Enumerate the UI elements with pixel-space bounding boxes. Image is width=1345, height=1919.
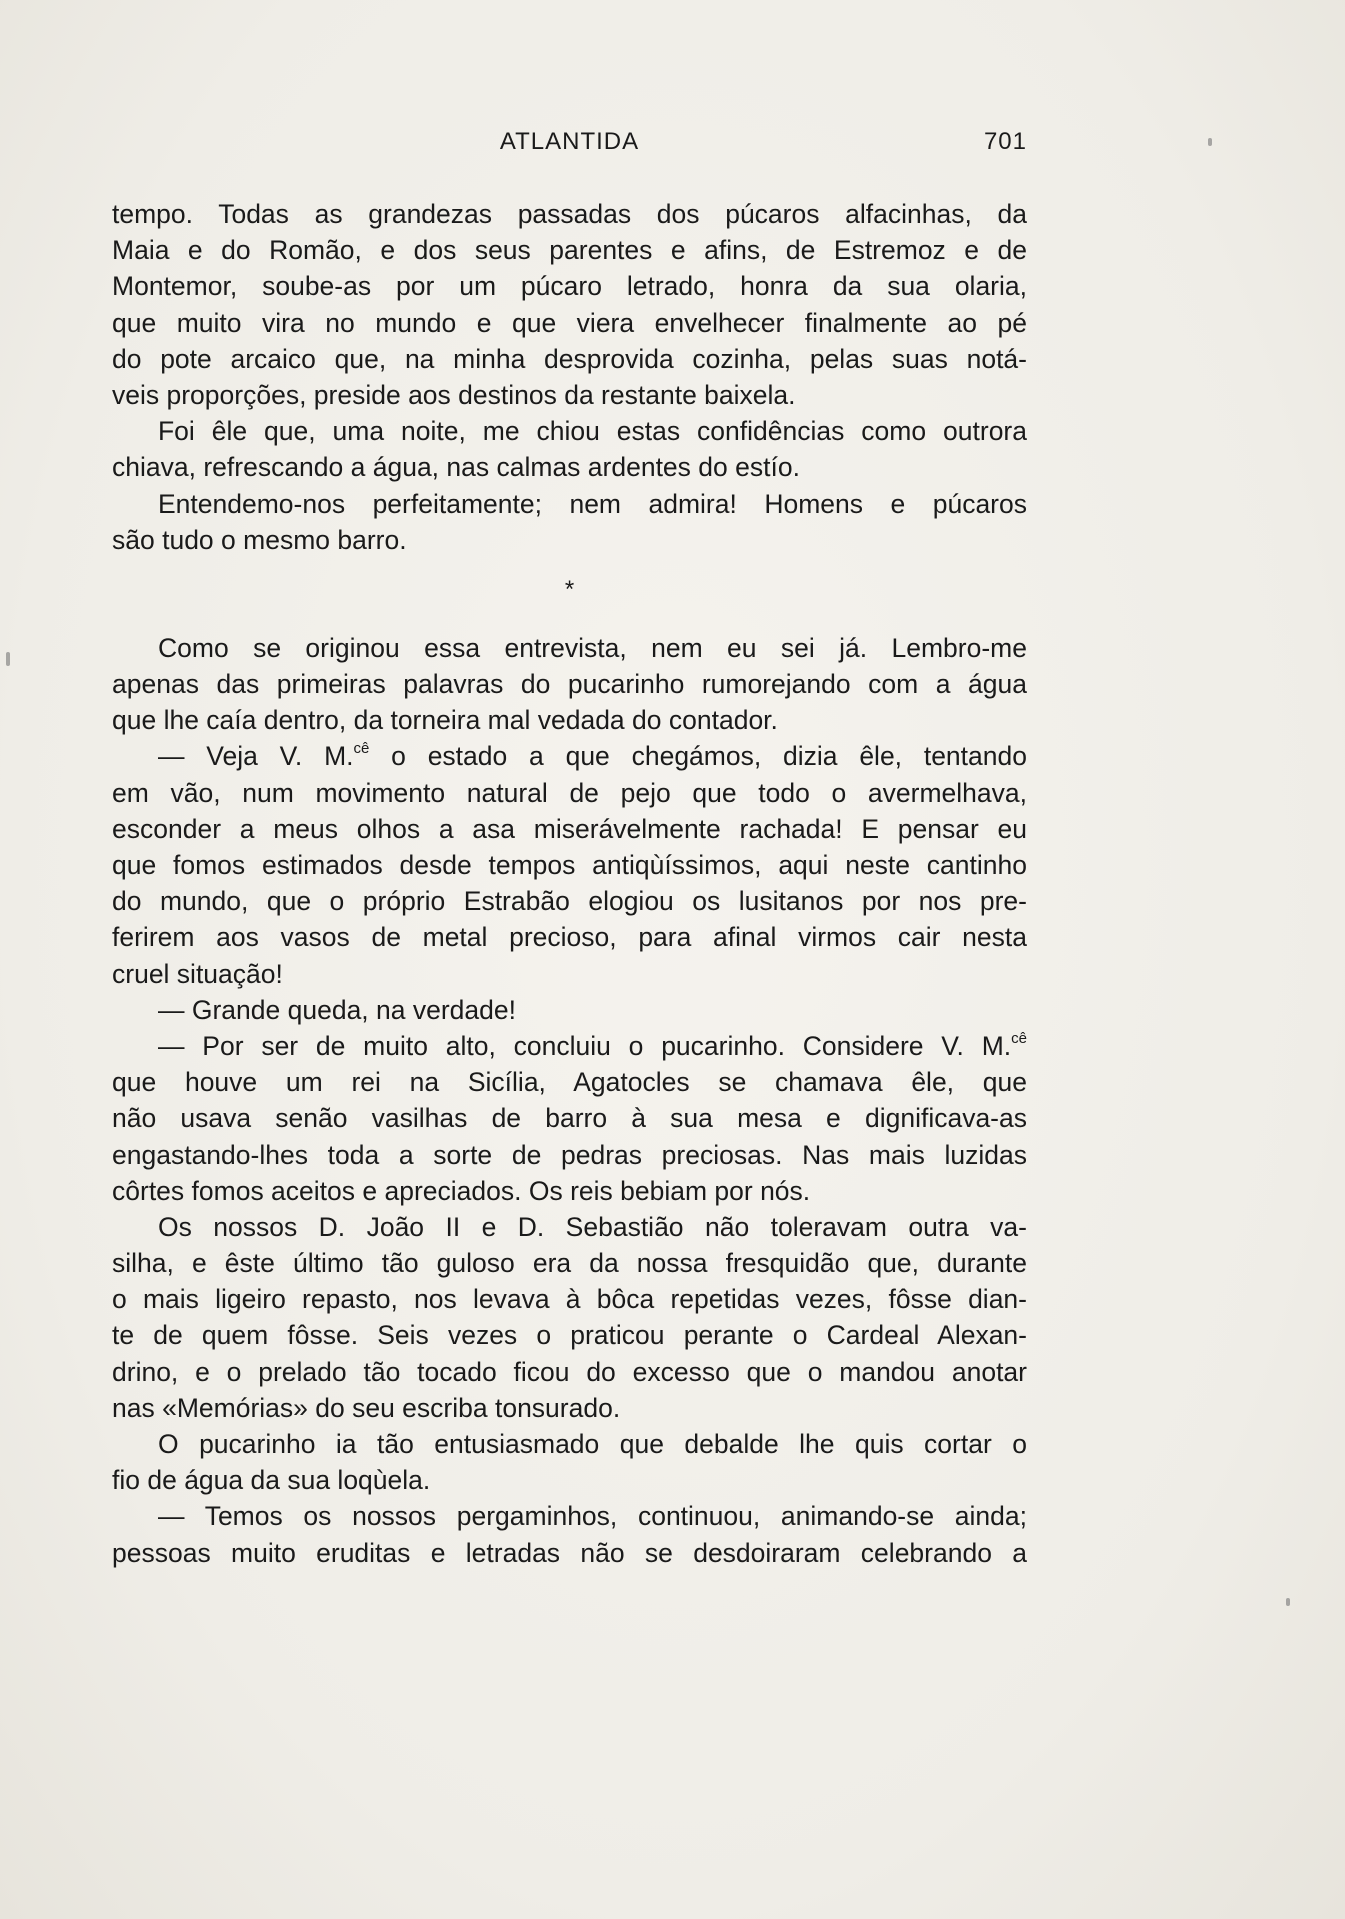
paper-speck [6, 652, 10, 666]
text-line: apenas das primeiras palavras do pucarinho rumorejando com a água [112, 669, 1027, 700]
dialogue-text: — Veja V. M. [158, 741, 354, 772]
text-line: do mundo, que o próprio Estrabão elogiou os lusitanos por nos pre- [112, 886, 1027, 917]
text-line: O pucarinho ia tão entusiasmado que debalde lhe quis cortar o [158, 1429, 1027, 1459]
text-line: côrtes fomos aceitos e apreciados. Os reis bebiam por nós. [112, 1175, 811, 1206]
paragraph [112, 630, 1027, 739]
text-line: — Temos os nossos pergaminhos, continuou, animando-se ainda; [158, 1501, 1027, 1532]
running-title: ATLANTIDA [499, 128, 640, 155]
text-line: são tudo o mesmo barro. [112, 524, 407, 555]
text-line: silha, e êste último tão guloso era da nossa fresquidão que, durante [112, 1248, 1027, 1279]
paper-speck [1286, 1598, 1290, 1606]
body-text [112, 196, 1027, 1571]
text-line: chiava, refrescando a água, nas calmas ardentes do estío. [112, 452, 800, 483]
text-line: não usava senão vasilhas de barro à sua mesa e dignificava-as [112, 1103, 1027, 1134]
paper-speck [1208, 138, 1212, 146]
text-line: tempo. Todas as grandezas passadas dos púcaros alfacinhas, da [112, 199, 1027, 229]
paragraph [112, 1498, 1027, 1570]
paragraph [112, 992, 1027, 1028]
paragraph [112, 413, 1027, 485]
paragraph [112, 738, 1027, 991]
superscript-abbreviation: cê [1011, 1029, 1027, 1047]
text-line: ferirem aos vasos de metal precioso, para afinal virmos cair nesta [112, 922, 1027, 953]
dialogue-text: — Por ser de muito alto, concluiu o pucarinho. Considere V. M. [158, 1030, 1012, 1061]
text-line: Entendemo-nos perfeitamente; nem admira! Homens e púcaros [158, 488, 1027, 519]
text-line: que muito vira no mundo e que viera envelhecer finalmente ao pé [112, 307, 1027, 338]
text-line: esconder a meus olhos a asa miserávelmente rachada! E pensar eu [112, 813, 1027, 844]
text-line: que lhe caía dentro, da torneira mal vedada do contador. [112, 705, 778, 736]
paragraph [112, 486, 1027, 558]
text-line: cruel situação! [112, 958, 283, 989]
text-line: que fomos estimados desde tempos antiqùíssimos, aqui neste cantinho [112, 850, 1027, 880]
text-line: do pote arcaico que, na minha desprovida cozinha, pelas suas notá- [112, 343, 1027, 374]
text-line: Os nossos D. João II e D. Sebastião não toleravam outra va- [158, 1211, 1027, 1242]
text-line: engastando-lhes toda a sorte de pedras preciosas. Nas mais luzidas [112, 1139, 1027, 1170]
text-line: Foi êle que, uma noite, me chiou estas confidências como outrora [158, 416, 1027, 447]
page-number: 701 [983, 128, 1027, 155]
text-line: nas «Memórias» do seu escriba tonsurado. [112, 1392, 621, 1423]
text-line: — Grande queda, na verdade! [158, 994, 516, 1025]
paragraph [112, 1028, 1027, 1209]
text-line [112, 1028, 1027, 1064]
paragraph [112, 1209, 1027, 1426]
text-line: veis proporções, preside aos destinos da restante baixela. [112, 379, 796, 410]
text-line: Maia e do Romão, e dos seus parentes e afins, de Estremoz e de [112, 235, 1027, 266]
text-line: te de quem fôsse. Seis vezes o praticou perante o Cardeal Alexan- [112, 1320, 1027, 1351]
superscript-abbreviation: cê [353, 740, 370, 758]
paragraph [112, 196, 1027, 413]
text-line: que houve um rei na Sicília, Agatocles se chamava êle, que [112, 1067, 1027, 1098]
dialogue-text: o estado a que chegámos, dizia êle, tentando [369, 741, 1027, 772]
page-header [112, 128, 1027, 164]
text-line: Como se originou essa entrevista, nem eu sei já. Lembro-me [158, 632, 1027, 663]
text-line: pessoas muito eruditas e letradas não se desdoiraram celebrando a [112, 1537, 1027, 1568]
text-line: drino, e o prelado tão tocado ficou do excesso que o mandou anotar [112, 1356, 1027, 1387]
text-line: o mais ligeiro repasto, nos levava à bôca repetidas vezes, fôsse dian- [112, 1284, 1027, 1315]
text-line: fio de água da sua loqùela. [112, 1465, 431, 1496]
text-line: em vão, num movimento natural de pejo que todo o avermelhava, [112, 777, 1027, 808]
text-line: Montemor, soube-as por um púcaro letrado, honra da sua olaria, [112, 271, 1027, 302]
section-separator: * [564, 575, 575, 603]
paragraph [112, 1426, 1027, 1498]
text-line [112, 738, 1027, 774]
